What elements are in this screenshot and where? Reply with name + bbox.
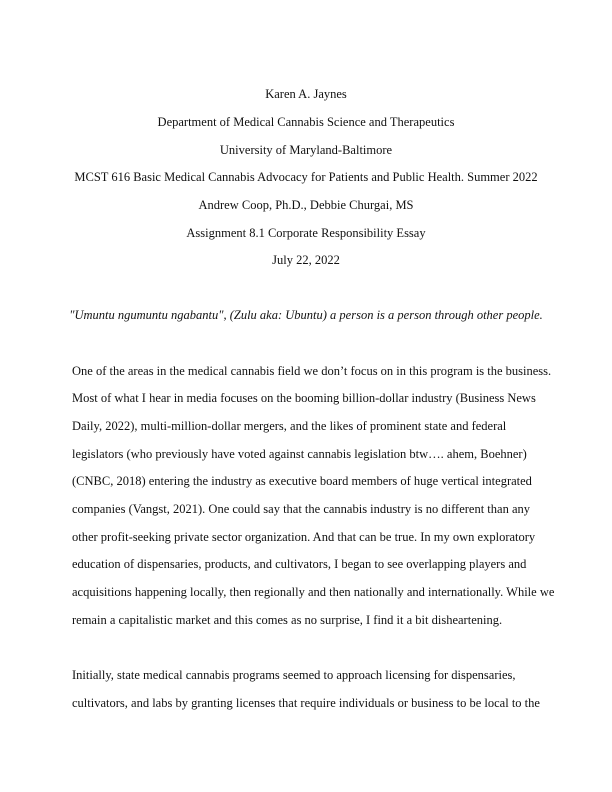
author-name: Karen A. Jaynes <box>265 87 347 101</box>
paragraph-line: Initially, state medical cannabis programs seemed to approach licensing for dispensaries, <box>72 668 516 682</box>
paragraph-line: remain a capitalistic market and this comes as no surprise, I find it a bit disheartening. <box>72 613 503 627</box>
instructors: Andrew Coop, Ph.D., Debbie Churgai, MS <box>198 198 414 212</box>
paragraph-line: cultivators, and labs by granting licenses that require individuals or business to be local to the <box>72 696 540 710</box>
paragraph-line: One of the areas in the medical cannabis field we don’t focus on in this program is the business. <box>72 364 552 378</box>
paragraph-line: acquisitions happening locally, then regionally and then nationally and internationally. While we <box>72 585 555 599</box>
assignment-title: Assignment 8.1 Corporate Responsibility Essay <box>186 226 426 240</box>
paragraph-line: other profit-seeking private sector organization. And that can be true. In my own exploratory <box>72 530 536 544</box>
paragraph-line: companies (Vangst, 2021). One could say that the cannabis industry is no different than any <box>72 502 530 516</box>
paragraph-line: (CNBC, 2018) entering the industry as executive board members of huge vertical integrated <box>72 474 532 488</box>
paragraph-line: Most of what I hear in media focuses on the booming billion-dollar industry (Business News <box>72 391 536 405</box>
date: July 22, 2022 <box>272 253 340 267</box>
epigraph: "Umuntu ngumuntu ngabantu", (Zulu aka: Ubuntu) a person is a person through other people. <box>69 308 543 322</box>
paragraph-line: Daily, 2022), multi-million-dollar mergers, and the likes of prominent state and federal <box>72 419 507 433</box>
course-title: MCST 616 Basic Medical Cannabis Advocacy for Patients and Public Health. Summer 2022 <box>74 170 538 184</box>
department: Department of Medical Cannabis Science and Therapeutics <box>157 115 455 129</box>
university: University of Maryland-Baltimore <box>219 143 393 157</box>
paragraph-line: legislators (who previously have voted against cannabis legislation btw…. ahem, Boehner) <box>72 447 527 461</box>
paragraph-line: education of dispensaries, products, and cultivators, I began to see overlapping players and <box>72 557 527 571</box>
